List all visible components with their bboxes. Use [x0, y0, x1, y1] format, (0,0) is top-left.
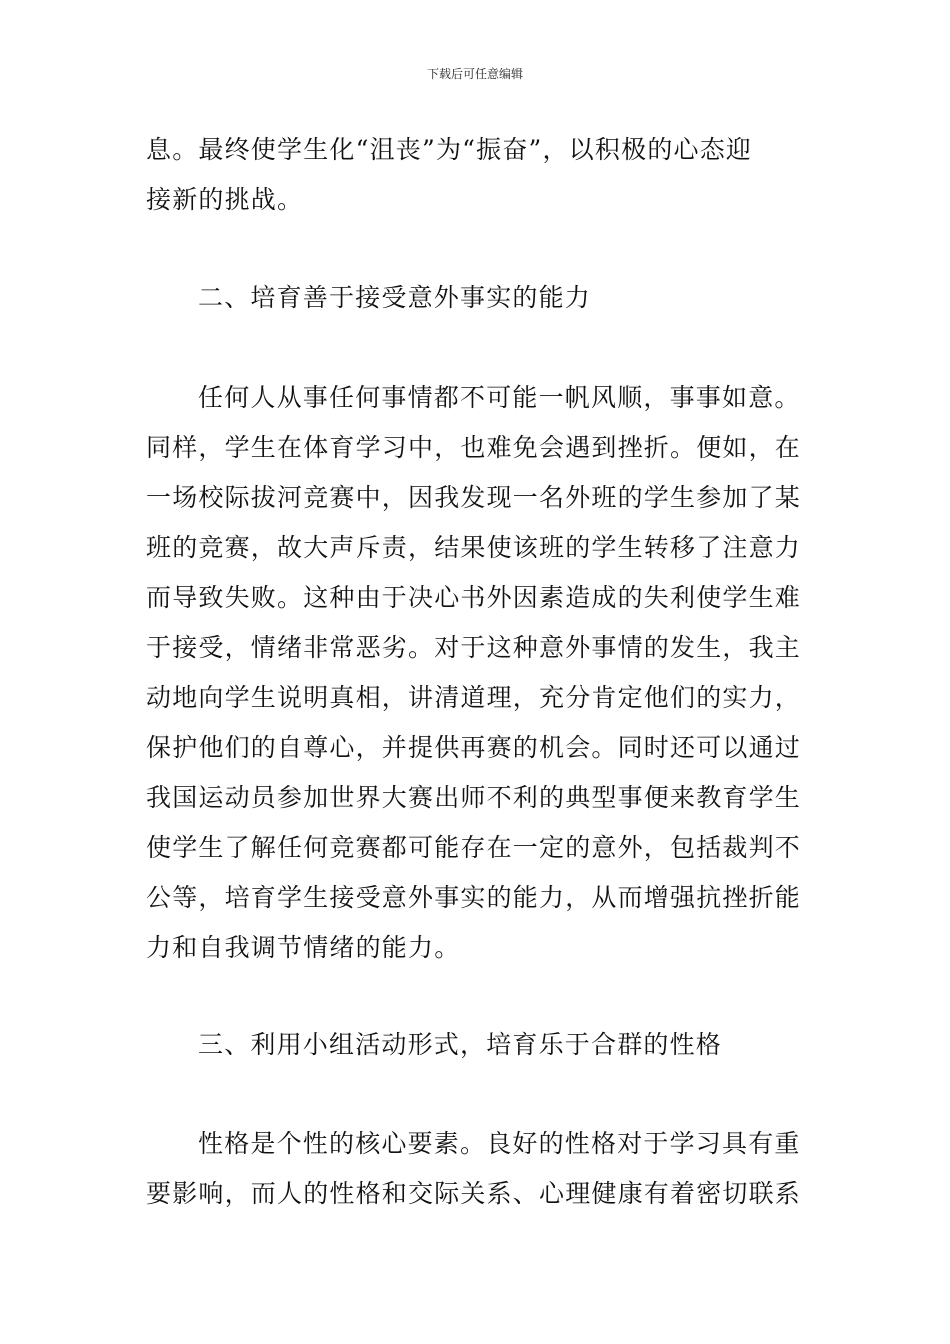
paragraph-continuation — [146, 125, 806, 225]
section-heading-3 — [146, 1020, 806, 1070]
text-line: 性格是个性的核心要素。良好的性格对于学习具有重 — [198, 1129, 801, 1158]
text-line: 一场校际拔河竞赛中，因我发现一名外班的学生参加了某 — [146, 483, 802, 512]
text-line: 于接受，情绪非常恶劣。对于这种意外事情的发生，我主 — [146, 633, 802, 662]
section-heading-2 — [146, 273, 806, 323]
text-line: 使学生了解任何竞赛都可能存在一定的意外，包括裁判不 — [146, 833, 802, 862]
page-header: 下载后可任意编辑 — [426, 67, 523, 81]
paragraph-body — [146, 1119, 806, 1219]
heading-text: 二、培育善于接受意外事实的能力 — [198, 283, 592, 312]
text-line: 动地向学生说明真相，讲清道理，充分肯定他们的实力， — [146, 683, 802, 712]
text-line: 任何人从事任何事情都不可能一帆风顺，事事如意。 — [198, 383, 801, 412]
text-line: 要影响，而人的性格和交际关系、心理健康有着密切联系 — [146, 1179, 802, 1208]
paragraph-body — [146, 373, 806, 973]
text-line: 而导致失败。这种由于决心书外因素造成的失利使学生难 — [146, 583, 802, 612]
text-line: 公等，培育学生接受意外事实的能力，从而增强抗挫折能 — [146, 883, 802, 912]
text-line: 班的竞赛，故大声斥责，结果使该班的学生转移了注意力 — [146, 533, 802, 562]
text-line: 力和自我调节情绪的能力。 — [146, 933, 461, 962]
text-line: 息。最终使学生化“沮丧”为“振奋”，以积极的心态迎 — [146, 135, 753, 164]
text-line: 我国运动员参加世界大赛出师不利的典型事便来教育学生 — [146, 783, 802, 812]
heading-text: 三、利用小组活动形式，培育乐于合群的性格 — [198, 1030, 723, 1059]
text-line: 同样，学生在体育学习中，也难免会遇到挫折。便如，在 — [146, 433, 802, 462]
text-line: 保护他们的自尊心，并提供再赛的机会。同时还可以通过 — [146, 733, 802, 762]
text-line: 接新的挑战。 — [146, 185, 304, 214]
